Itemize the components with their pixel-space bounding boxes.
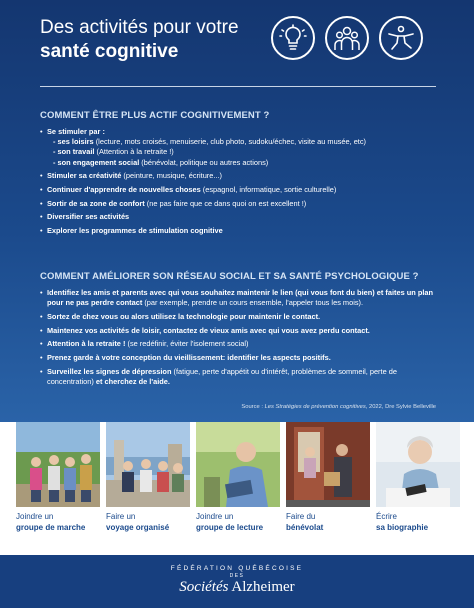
caption-line1: Écrire xyxy=(376,512,397,521)
brand-italic: Sociétés xyxy=(179,579,229,595)
list-item xyxy=(40,288,440,308)
item-bold: Continuer d'apprendre de nouvelles choses xyxy=(47,185,201,195)
item-bold: Attention à la retraite ! xyxy=(47,339,126,349)
list-item xyxy=(40,185,440,195)
list-item xyxy=(40,127,440,168)
section2-list xyxy=(40,288,440,387)
source-suffix: , 2022, Dre Sylvie Belleville xyxy=(365,404,436,410)
item-bold: Se stimuler par : xyxy=(47,127,105,136)
caption-reading xyxy=(196,512,280,533)
list-item xyxy=(40,326,440,336)
item-bold: - son travail xyxy=(53,147,95,157)
footer-logo xyxy=(0,555,474,608)
list-item xyxy=(40,226,440,236)
title-line2: santé cognitive xyxy=(40,41,179,62)
list-item xyxy=(40,367,440,387)
caption-line1: Faire un xyxy=(106,512,136,521)
item-text: (par exemple, prendre un cours ensemble, l'appeler tous les mois). xyxy=(142,298,364,308)
footer-brand xyxy=(0,579,474,596)
section-social xyxy=(40,271,440,391)
item-bold: Sortir de sa zone de confort xyxy=(47,198,145,208)
item-bold: Surveillez les signes de dépression xyxy=(47,366,172,376)
caption-line2: bénévolat xyxy=(286,522,324,532)
item-bold: Identifiez les amis et parents avec qui vous souhaitez maintenir le lien (qui vous font du bien) et faites un plan pour ne pas perdre contact xyxy=(47,288,434,308)
caption-line2: groupe de lecture xyxy=(196,522,264,532)
caption-line2: groupe de marche xyxy=(16,522,86,532)
volunteering-photo xyxy=(286,422,370,507)
item-bold: Maintenez vos activités de loisir, contactez de vieux amis avec qui vous avez perdu contact. xyxy=(47,325,370,335)
caption-line1: Joindre un xyxy=(196,512,234,521)
sub-item xyxy=(47,147,440,157)
section2-title: COMMENT AMÉLIORER SON RÉSEAU SOCIAL ET SA SANTÉ PSYCHOLOGIQUE ? xyxy=(40,271,419,282)
footer-line2: DES xyxy=(229,573,245,579)
caption-line1: Joindre un xyxy=(16,512,54,521)
walking-group-photo xyxy=(16,422,100,507)
item-text: (Attention à la retraite !) xyxy=(94,147,174,157)
item-text: (peinture, musique, écriture...) xyxy=(121,171,222,181)
section-cognitive xyxy=(40,110,440,240)
photo-strip xyxy=(16,422,460,507)
caption-volunteering xyxy=(286,512,370,533)
lightbulb-icon xyxy=(271,16,315,60)
source-work: Les Stratégies de prévention cognitives xyxy=(264,404,366,410)
caption-line2: voyage organisé xyxy=(106,522,170,532)
item-bold: Diversifier ses activités xyxy=(47,212,130,222)
item-bold: Explorer les programmes de stimulation cognitive xyxy=(47,226,223,236)
yoga-icon xyxy=(379,16,423,60)
caption-walking xyxy=(16,512,100,533)
item-text: (se redéfinir, éviter l'isolement social) xyxy=(125,339,249,349)
item-bold: - son engagement social xyxy=(53,157,140,167)
item-text: (bénévolat, politique ou autres actions) xyxy=(139,157,269,167)
group-icon xyxy=(325,16,369,60)
source-prefix: Source : xyxy=(241,404,265,410)
reading-group-photo xyxy=(196,422,280,507)
brand-regular: Alzheimer xyxy=(228,579,295,595)
caption-line1: Faire du xyxy=(286,512,316,521)
list-item xyxy=(40,339,440,349)
title-line1: Des activités pour votre xyxy=(40,17,239,38)
list-item xyxy=(40,312,440,322)
list-item xyxy=(40,353,440,363)
footer-line1: FÉDÉRATION QUÉBÉCOISE xyxy=(170,565,304,572)
item-text: (lecture, mots croisés, menuiserie, club photo, sudoku/échec, visite au musée, etc) xyxy=(93,137,367,147)
list-item xyxy=(40,199,440,209)
section1-title: COMMENT ÊTRE PLUS ACTIF COGNITIVEMENT ? xyxy=(40,110,270,121)
list-item xyxy=(40,171,440,181)
caption-line2: sa biographie xyxy=(376,522,429,532)
caption-biography xyxy=(376,512,460,533)
item-bold: Prenez garde à votre conception du vieillissement: identifier les aspects positifs. xyxy=(47,353,331,363)
sub-item xyxy=(47,137,440,147)
item-text: (espagnol, informatique, sortie culturelle) xyxy=(200,185,337,195)
item-bold: Stimuler sa créativité xyxy=(47,171,122,181)
source-citation xyxy=(40,404,436,410)
biography-photo xyxy=(376,422,460,507)
list-item xyxy=(40,212,440,222)
tour-group-photo xyxy=(106,422,190,507)
item-bold: et cherchez de l'aide. xyxy=(95,376,170,386)
page-title xyxy=(40,16,239,64)
caption-travel xyxy=(106,512,190,533)
item-bold: Sortez de chez vous ou alors utilisez la technologie pour maintenir le contact. xyxy=(47,311,321,321)
item-text: (ne pas faire que ce dans quoi on est excellent !) xyxy=(144,198,307,208)
divider xyxy=(40,86,436,87)
photo-captions xyxy=(16,512,460,533)
item-bold: - ses loisirs xyxy=(53,137,94,147)
item-text: (fatigue, perte d'appétit ou d'intérêt, problèmes de sommeil, perte de concentration) xyxy=(47,366,397,386)
header-icons xyxy=(271,16,423,60)
sub-item xyxy=(47,158,440,168)
section1-list xyxy=(40,127,440,236)
